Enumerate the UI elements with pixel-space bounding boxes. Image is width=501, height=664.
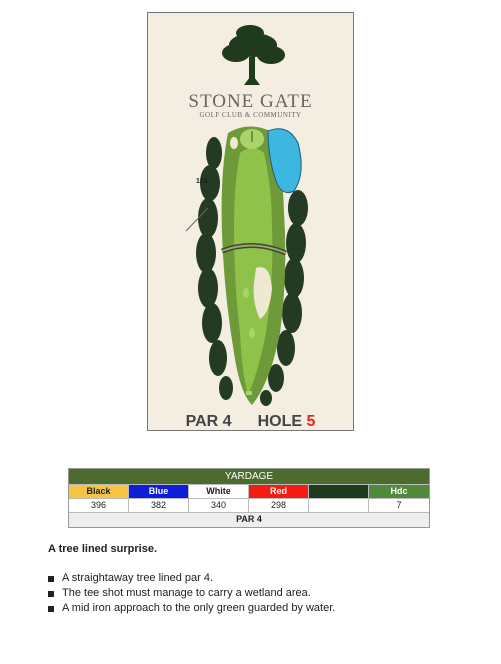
list-item: A mid iron approach to the only green guarded by water. — [48, 601, 335, 616]
tee-label-dark-green — [309, 484, 369, 498]
hole-description-title: A tree lined surprise. — [48, 543, 158, 555]
brand-name: STONE GATE — [188, 91, 313, 112]
yardage-par: PAR 4 — [69, 512, 429, 527]
list-item: The tee shot must manage to carry a wetland area. — [48, 586, 335, 601]
yardage-dark-green — [309, 498, 369, 512]
bullet-square-icon — [48, 606, 54, 612]
yardage-header: YARDAGE — [69, 469, 429, 484]
par-hole-caption — [148, 413, 353, 431]
bunker — [230, 137, 238, 149]
bullet-square-icon — [48, 591, 54, 597]
handicap-value: 7 — [369, 498, 429, 512]
yardage-table — [68, 468, 430, 528]
oak-tree-logo — [222, 25, 285, 85]
par-label: PAR 4 — [185, 413, 232, 430]
yardage-white: 340 — [189, 498, 249, 512]
tee-label-row — [69, 484, 429, 498]
yardage-value-row — [69, 498, 429, 512]
hole-label: HOLE — [257, 413, 303, 430]
tee-label-handicap: Hdc — [369, 484, 429, 498]
tee-label-blue: Blue — [129, 484, 189, 498]
bullet-square-icon — [48, 576, 54, 582]
hole-description-list — [48, 571, 335, 616]
yardage-black: 396 — [69, 498, 129, 512]
brand-block — [148, 91, 353, 119]
brand-subtitle: GOLF CLUB & COMMUNITY — [199, 111, 302, 119]
hole-number: 5 — [306, 413, 316, 430]
tee-label-red: Red — [249, 484, 309, 498]
tee-label-black: Black — [69, 484, 129, 498]
yardage-red: 298 — [249, 498, 309, 512]
marker-distance: 124 — [196, 178, 208, 185]
tee-box — [246, 391, 252, 395]
hole-map-illustration — [148, 13, 354, 431]
hole-card — [147, 12, 354, 431]
tee-label-white: White — [189, 484, 249, 498]
yardage-blue: 382 — [129, 498, 189, 512]
list-item: A straightaway tree lined par 4. — [48, 571, 335, 586]
